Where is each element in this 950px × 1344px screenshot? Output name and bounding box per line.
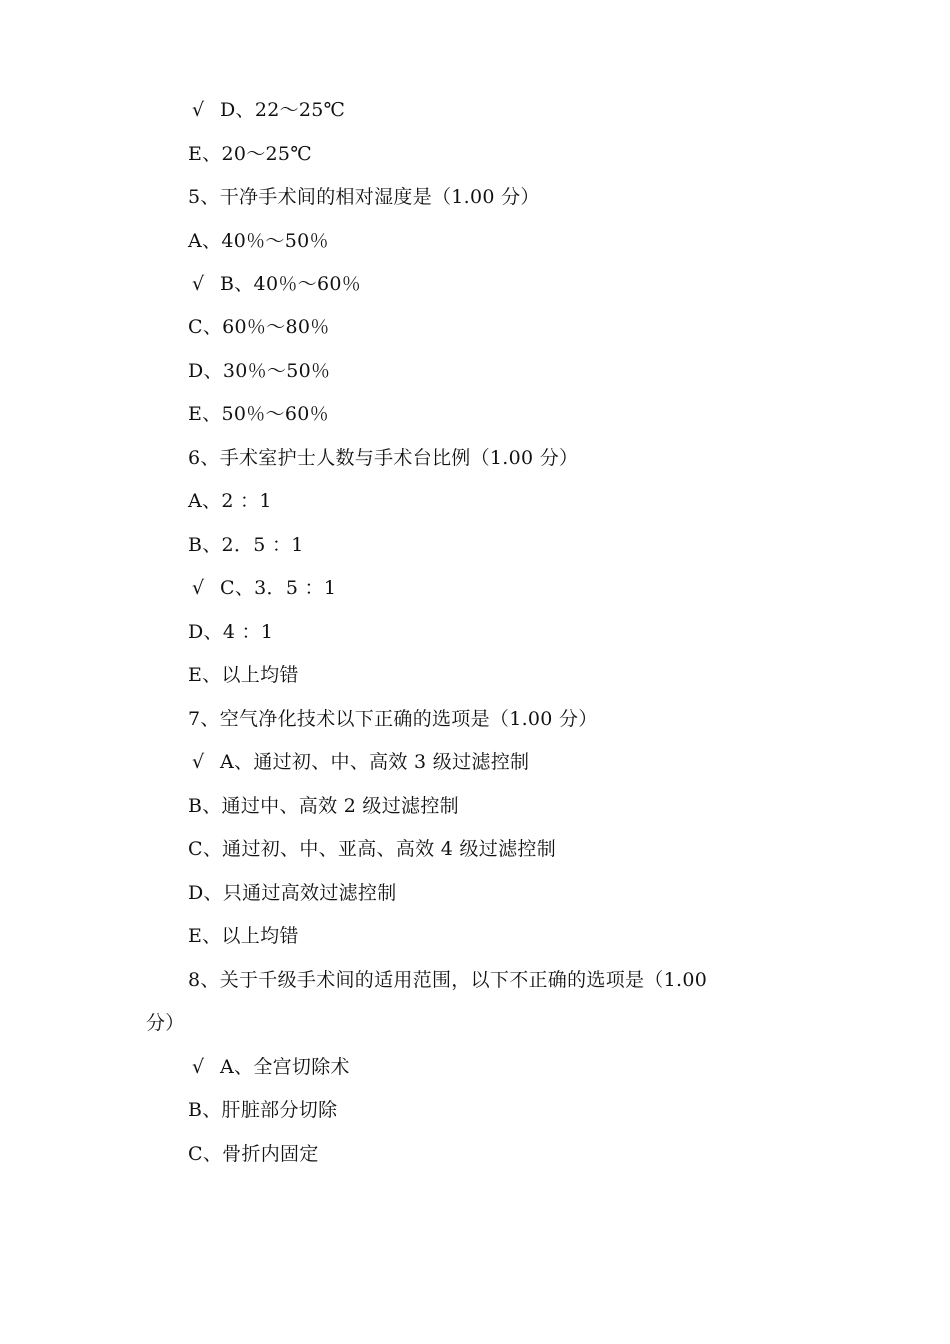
option-line [188,1142,319,1166]
option-text: E、50％～60％ [188,403,329,425]
option-text: C、骨折内固定 [188,1143,319,1165]
question-line [188,707,598,731]
option-line [188,359,330,383]
question-text: 6、手术室护士人数与手术台比例（1.00 分） [188,447,579,469]
option-line [192,272,361,296]
option-line [188,142,312,166]
option-line [188,229,329,253]
option-line [188,881,397,905]
option-line [188,924,299,948]
option-text: A、全宫切除术 [220,1056,350,1078]
option-line [188,402,329,426]
option-text: D、22～25℃ [220,99,346,121]
option-line [192,98,345,122]
check-mark-icon: √ [192,1056,205,1078]
option-text: A、2 ：1 [188,490,272,512]
option-text: C、60％～80％ [188,316,330,338]
option-line [188,663,299,687]
option-text: A、通过初、中、高效 3 级过滤控制 [220,751,530,773]
option-text: D、只通过高效过滤控制 [188,882,397,904]
option-text: D、4 ：1 [188,621,274,643]
option-text: E、以上均错 [188,664,299,686]
option-line [192,576,336,600]
option-line [188,794,459,818]
option-text: E、20～25℃ [188,143,312,165]
option-line [188,620,273,644]
question-line [188,446,578,470]
question-line-continued [146,1011,185,1035]
option-text: B、40％～60％ [220,273,362,295]
option-line [192,1055,350,1079]
option-text: B、2．5 ：1 [188,534,304,556]
check-mark-icon: √ [192,751,205,773]
question-text: 5、干净手术间的相对湿度是（1.00 分） [188,186,540,208]
option-text: D、30％～50％ [188,360,331,382]
option-line [188,837,556,861]
option-line [188,315,330,339]
option-text: E、以上均错 [188,925,299,947]
question-text: 8、关于千级手术间的适用范围，以下不正确的选项是（1.00 [188,969,708,991]
option-line [188,533,304,557]
option-line [188,489,272,513]
option-text: A、40％～50％ [188,230,329,252]
check-mark-icon: √ [192,273,205,295]
option-text: B、肝脏部分切除 [188,1099,338,1121]
check-mark-icon: √ [192,99,205,121]
option-line [188,1098,337,1122]
question-line [188,968,707,992]
option-text: B、通过中、高效 2 级过滤控制 [188,795,459,817]
option-text: C、3．5 ：1 [220,577,337,599]
check-mark-icon: √ [192,577,205,599]
question-text: 7、空气净化技术以下正确的选项是（1.00 分） [188,708,598,730]
option-line [192,750,529,774]
question-text: 分） [146,1012,185,1034]
question-line [188,185,540,209]
option-text: C、通过初、中、亚高、高效 4 级过滤控制 [188,838,557,860]
